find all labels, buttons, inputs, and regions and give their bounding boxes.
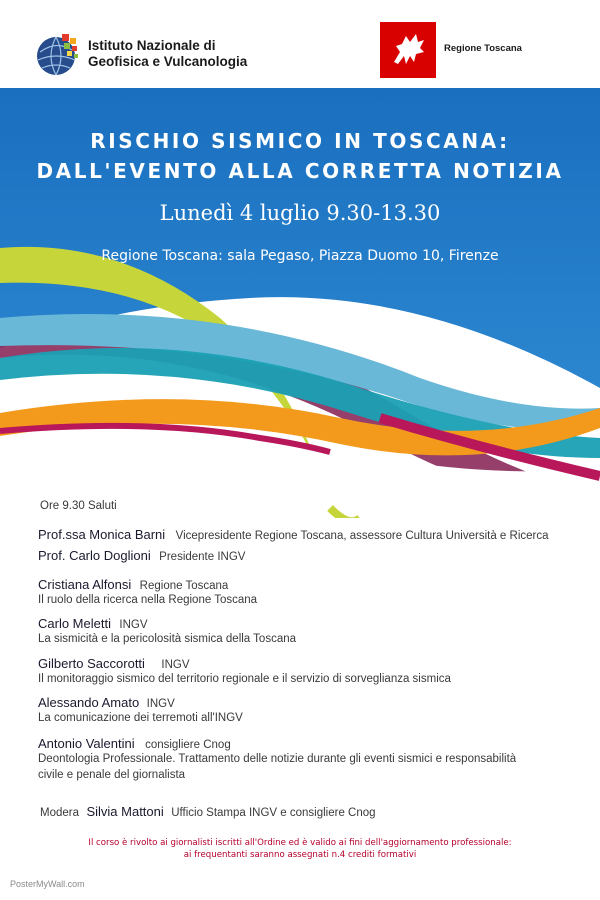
moderator-prefix: Modera — [40, 807, 79, 819]
speaker-affiliation: INGV — [161, 659, 190, 671]
speaker-name: Gilberto Saccorotti — [38, 656, 145, 671]
talk-topic: La sismicità e la pericolosità sismica della Toscana — [38, 633, 297, 645]
talk-speaker-row — [38, 735, 231, 753]
ingv-name-line1: Istituto Nazionale di — [88, 38, 216, 53]
talk-topic-line2: civile e penale del giornalista — [38, 769, 186, 781]
moderator-role: Ufficio Stampa INGV e consigliere Cnog — [171, 807, 376, 819]
speaker-name: Antonio Valentini — [38, 736, 135, 751]
event-date: Lunedì 4 luglio 9.30-13.30 — [159, 201, 441, 225]
ingv-logo-globe-icon — [34, 30, 82, 78]
speaker-role: Vicepresidente Regione Toscana, assessore Cultura Università e Ricerca — [175, 530, 549, 542]
regione-toscana-name: Regione Toscana — [444, 43, 522, 54]
regione-toscana-pegasus-icon — [380, 22, 436, 78]
speaker-name: Cristiana Alfonsi — [38, 577, 132, 592]
event-venue: Regione Toscana: sala Pegaso, Piazza Duomo 10, Firenze — [101, 248, 499, 264]
postermywall-watermark: PosterMyWall.com — [10, 879, 85, 889]
credits-note-line2: ai frequentanti saranno assegnati n.4 crediti formativi — [183, 850, 417, 860]
speaker-name: Prof.ssa Monica Barni — [38, 527, 166, 542]
speaker-name: Alessando Amato — [38, 695, 140, 710]
event-title-line2: DALL'EVENTO ALLA CORRETTA NOTIZIA — [36, 159, 564, 183]
speaker-role: Presidente INGV — [159, 551, 246, 563]
talk-topic: Il monitoraggio sismico del territorio regionale e il servizio di sorveglianza sismica — [38, 673, 451, 685]
talk-topic: Deontologia Professionale. Trattamento delle notizie durante gli eventi sismici e responsabilità — [38, 753, 517, 765]
ingv-name — [88, 38, 247, 70]
speaker-name: Carlo Meletti — [38, 616, 111, 631]
greeting-row — [38, 526, 549, 544]
ingv-name-line2: Geofisica e Vulcanologia — [88, 54, 248, 69]
talk-speaker-row — [38, 615, 148, 633]
speaker-affiliation: INGV — [119, 619, 148, 631]
talk-speaker-row — [38, 694, 175, 712]
credits-note-line1: Il corso è rivolto ai giornalisti iscritti all'Ordine ed è valido ai fini dell'aggiornamento professionale: — [88, 838, 512, 848]
event-title-line1: RISCHIO SISMICO IN TOSCANA: — [90, 129, 510, 153]
speaker-affiliation: consigliere Cnog — [145, 739, 231, 751]
talk-topic: Il ruolo della ricerca nella Regione Toscana — [38, 594, 258, 606]
speaker-name: Prof. Carlo Doglioni — [38, 548, 151, 563]
speaker-affiliation: Regione Toscana — [139, 580, 229, 592]
program-opening: Ore 9.30 Saluti — [40, 500, 117, 512]
talk-topic: La comunicazione dei terremoti all'INGV — [38, 712, 243, 724]
talk-speaker-row — [38, 655, 190, 673]
moderator-row — [40, 803, 376, 821]
talk-speaker-row — [38, 576, 228, 594]
greeting-row — [38, 547, 245, 565]
speaker-affiliation: INGV — [146, 698, 175, 710]
moderator-name: Silvia Mattoni — [86, 804, 164, 819]
event-title — [0, 126, 600, 186]
header — [0, 0, 600, 88]
